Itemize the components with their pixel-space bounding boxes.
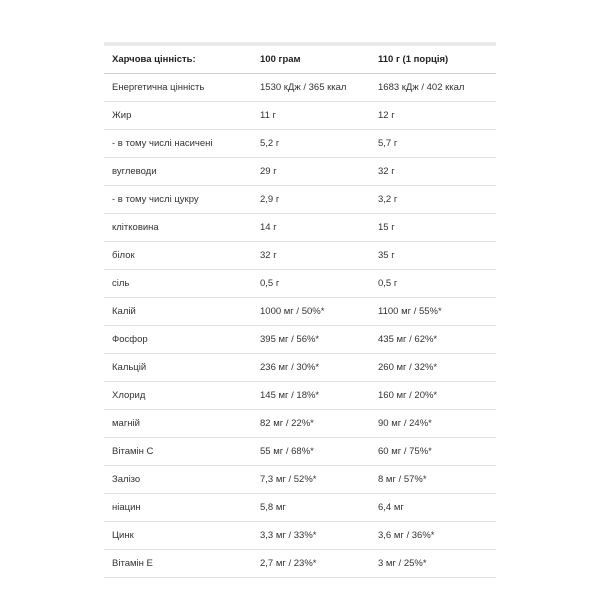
table-row [104,382,496,410]
per-serving-cell: 160 мг / 20%* [370,382,496,410]
per-serving-cell: 32 г [370,158,496,186]
per-serving-cell: 60 мг / 75%* [370,438,496,466]
table-row [104,550,496,578]
per-serving-cell: 435 мг / 62%* [370,326,496,354]
table-row [104,130,496,158]
table-row [104,242,496,270]
per-serving-cell: 6,4 мг [370,494,496,522]
nutrient-name-cell: - в тому числі насичені [104,130,252,158]
table-header-row [104,46,496,74]
nutrient-name-cell: - в тому числі цукру [104,186,252,214]
nutrient-name-cell: ніацин [104,494,252,522]
per-serving-cell: 15 г [370,214,496,242]
table-row [104,102,496,130]
table-row [104,298,496,326]
nutrient-name-cell: Калій [104,298,252,326]
per-100g-cell: 2,7 мг / 23%* [252,550,370,578]
nutrient-name-cell: Енергетична цінність [104,74,252,102]
per-100g-cell: 32 г [252,242,370,270]
table-row [104,438,496,466]
nutrient-name-cell: Жир [104,102,252,130]
per-100g-cell: 3,3 мг / 33%* [252,522,370,550]
per-serving-cell: 12 г [370,102,496,130]
per-100g-cell: 5,8 мг [252,494,370,522]
nutrient-name-cell: Фосфор [104,326,252,354]
table-row [104,214,496,242]
nutrient-name-cell: Хлорид [104,382,252,410]
per-serving-cell: 3,2 г [370,186,496,214]
nutrition-table [104,46,496,578]
table-row [104,410,496,438]
table-row [104,158,496,186]
nutrient-name-cell: Вітамін С [104,438,252,466]
per-100g-cell: 55 мг / 68%* [252,438,370,466]
per-100g-cell: 11 г [252,102,370,130]
per-100g-cell: 29 г [252,158,370,186]
header-nutrient: Харчова цінність: [104,46,252,74]
table-row [104,326,496,354]
table-row [104,522,496,550]
per-100g-cell: 1530 кДж / 365 ккал [252,74,370,102]
per-100g-cell: 145 мг / 18%* [252,382,370,410]
nutrient-name-cell: магній [104,410,252,438]
header-per-100g: 100 грам [252,46,370,74]
per-serving-cell: 3 мг / 25%* [370,550,496,578]
per-100g-cell: 5,2 г [252,130,370,158]
nutrient-name-cell: Цинк [104,522,252,550]
nutrient-name-cell: Вітамін Е [104,550,252,578]
per-100g-cell: 1000 мг / 50%* [252,298,370,326]
per-serving-cell: 8 мг / 57%* [370,466,496,494]
nutrient-name-cell: клітковина [104,214,252,242]
nutrient-name-cell: вуглеводи [104,158,252,186]
per-serving-cell: 1683 кДж / 402 ккал [370,74,496,102]
per-100g-cell: 82 мг / 22%* [252,410,370,438]
per-100g-cell: 236 мг / 30%* [252,354,370,382]
per-100g-cell: 7,3 мг / 52%* [252,466,370,494]
nutrient-name-cell: сіль [104,270,252,298]
table-row [104,270,496,298]
per-serving-cell: 5,7 г [370,130,496,158]
per-serving-cell: 260 мг / 32%* [370,354,496,382]
per-serving-cell: 1100 мг / 55%* [370,298,496,326]
per-serving-cell: 0,5 г [370,270,496,298]
per-100g-cell: 395 мг / 56%* [252,326,370,354]
per-serving-cell: 90 мг / 24%* [370,410,496,438]
per-serving-cell: 35 г [370,242,496,270]
per-100g-cell: 0,5 г [252,270,370,298]
table-row [104,186,496,214]
table-row [104,466,496,494]
table-row [104,74,496,102]
nutrition-table-body [104,74,496,578]
nutrient-name-cell: Кальцій [104,354,252,382]
nutrient-name-cell: Залізо [104,466,252,494]
per-100g-cell: 14 г [252,214,370,242]
nutrient-name-cell: білок [104,242,252,270]
per-100g-cell: 2,9 г [252,186,370,214]
table-row [104,354,496,382]
header-per-serving: 110 г (1 порція) [370,46,496,74]
table-row [104,494,496,522]
per-serving-cell: 3,6 мг / 36%* [370,522,496,550]
